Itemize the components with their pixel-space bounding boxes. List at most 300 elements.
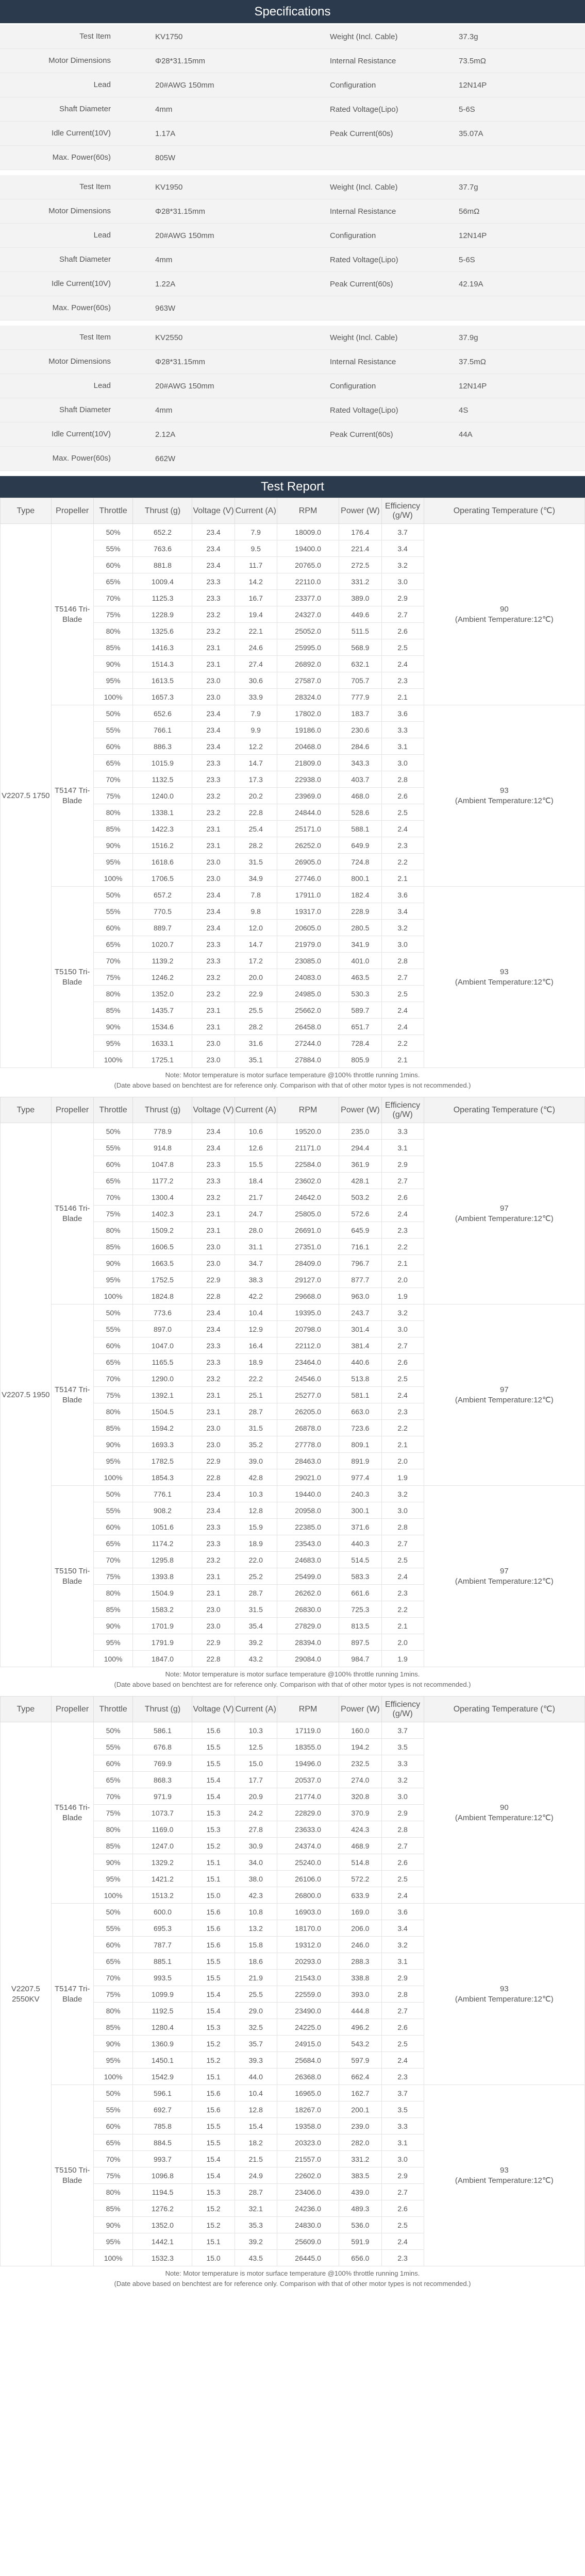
value-cell: 300.1 bbox=[339, 1502, 381, 1519]
value-cell: 652.2 bbox=[133, 524, 192, 540]
value-cell: 23.1 bbox=[192, 1222, 235, 1239]
value-cell: 17119.0 bbox=[277, 1722, 339, 1739]
header-rpm: RPM bbox=[277, 1097, 339, 1123]
value-cell: 27.4 bbox=[235, 656, 277, 672]
value-cell: 27884.0 bbox=[277, 1052, 339, 1068]
temperature-cell bbox=[424, 1304, 584, 1486]
header-power: Power (W) bbox=[339, 1697, 381, 1722]
value-cell: 1594.2 bbox=[133, 1420, 192, 1436]
spec-row bbox=[0, 175, 585, 199]
value-cell: 511.5 bbox=[339, 623, 381, 639]
value-cell: 22.2 bbox=[235, 1370, 277, 1387]
spec-row bbox=[0, 199, 585, 224]
value-cell: 28.7 bbox=[235, 1585, 277, 1601]
value-cell: 440.6 bbox=[339, 1354, 381, 1370]
value-cell: 294.4 bbox=[339, 1140, 381, 1156]
value-cell: 1295.8 bbox=[133, 1552, 192, 1568]
throttle-cell: 50% bbox=[93, 1123, 133, 1140]
value-cell: 27.8 bbox=[235, 1821, 277, 1838]
throttle-cell: 50% bbox=[93, 705, 133, 722]
value-cell: 3.7 bbox=[381, 1722, 424, 1739]
value-cell: 274.0 bbox=[339, 1772, 381, 1788]
header-throttle: Throttle bbox=[93, 1097, 133, 1123]
value-cell: 2.2 bbox=[381, 1601, 424, 1618]
value-cell: 1442.1 bbox=[133, 2233, 192, 2250]
value-cell: 22.9 bbox=[192, 1272, 235, 1288]
value-cell: 1020.7 bbox=[133, 936, 192, 953]
header-power: Power (W) bbox=[339, 498, 381, 524]
value-cell: 15.5 bbox=[192, 2134, 235, 2151]
value-cell: 15.3 bbox=[192, 2184, 235, 2200]
value-cell: 19400.0 bbox=[277, 540, 339, 557]
value-cell: 3.0 bbox=[381, 573, 424, 590]
value-cell: 23.4 bbox=[192, 1123, 235, 1140]
value-cell: 3.2 bbox=[381, 1486, 424, 1502]
propeller-name: T5146 Tri-Blade bbox=[51, 524, 93, 705]
value-cell: 12.8 bbox=[235, 1502, 277, 1519]
temperature-ambient: (Ambient Temperature:12℃) bbox=[455, 796, 554, 805]
value-cell: 770.5 bbox=[133, 903, 192, 920]
value-cell: 1352.0 bbox=[133, 986, 192, 1002]
throttle-cell: 55% bbox=[93, 1739, 133, 1755]
spec-label: Test Item bbox=[79, 32, 111, 41]
value-cell: 3.2 bbox=[381, 557, 424, 573]
header-power: Power (W) bbox=[339, 1097, 381, 1123]
throttle-cell: 85% bbox=[93, 1420, 133, 1436]
value-cell: 331.2 bbox=[339, 573, 381, 590]
spec-label: Lead bbox=[93, 80, 111, 89]
spec-label: Max. Power(60s) bbox=[52, 303, 111, 312]
value-cell: 1329.2 bbox=[133, 1854, 192, 1871]
value-cell: 514.5 bbox=[339, 1552, 381, 1568]
value-cell: 993.5 bbox=[133, 1970, 192, 1986]
value-cell: 20605.0 bbox=[277, 920, 339, 936]
value-cell: 23.1 bbox=[192, 1206, 235, 1222]
value-cell: 12.5 bbox=[235, 1739, 277, 1755]
value-cell: 20958.0 bbox=[277, 1502, 339, 1519]
value-cell: 530.3 bbox=[339, 986, 381, 1002]
value-cell: 39.0 bbox=[235, 1453, 277, 1469]
value-cell: 16965.0 bbox=[277, 2085, 339, 2102]
spec-value: 5-6S bbox=[459, 105, 475, 114]
value-cell: 2.7 bbox=[381, 969, 424, 986]
header-voltage: Voltage (V) bbox=[192, 498, 235, 524]
value-cell: 1047.0 bbox=[133, 1337, 192, 1354]
throttle-cell: 100% bbox=[93, 870, 133, 887]
spec-value: 662W bbox=[155, 454, 176, 463]
temperature-ambient: (Ambient Temperature:12℃) bbox=[455, 1994, 554, 2004]
value-cell: 21979.0 bbox=[277, 936, 339, 953]
temperature-value: 93 bbox=[500, 1984, 509, 1993]
value-cell: 3.6 bbox=[381, 705, 424, 722]
temperature-ambient: (Ambient Temperature:12℃) bbox=[455, 1813, 554, 1822]
report-note bbox=[0, 1667, 585, 1692]
value-cell: 2.3 bbox=[381, 1585, 424, 1601]
value-cell: 15.2 bbox=[192, 2036, 235, 2052]
value-cell: 23.1 bbox=[192, 1019, 235, 1035]
temperature-cell bbox=[424, 1722, 584, 1904]
value-cell: 2.1 bbox=[381, 689, 424, 705]
value-cell: 2.4 bbox=[381, 1568, 424, 1585]
value-cell: 24830.0 bbox=[277, 2217, 339, 2233]
value-cell: 30.9 bbox=[235, 1838, 277, 1854]
spec-label: Lead bbox=[93, 231, 111, 240]
header-thrust: Thrust (g) bbox=[133, 1697, 192, 1722]
value-cell: 23.1 bbox=[192, 1568, 235, 1585]
spec-label: Shaft Diameter bbox=[59, 405, 111, 414]
throttle-cell: 70% bbox=[93, 590, 133, 606]
value-cell: 26691.0 bbox=[277, 1222, 339, 1239]
propeller-name: T5150 Tri-Blade bbox=[51, 1486, 93, 1667]
value-cell: 2.5 bbox=[381, 1552, 424, 1568]
spec-block bbox=[0, 175, 585, 320]
value-cell: 23.0 bbox=[192, 689, 235, 705]
header-row bbox=[1, 1697, 585, 1722]
throttle-cell: 65% bbox=[93, 573, 133, 590]
value-cell: 3.1 bbox=[381, 738, 424, 755]
value-cell: 1421.2 bbox=[133, 1871, 192, 1887]
temperature-ambient: (Ambient Temperature:12℃) bbox=[455, 977, 554, 987]
value-cell: 1247.0 bbox=[133, 1838, 192, 1854]
value-cell: 2.6 bbox=[381, 788, 424, 804]
value-cell: 24844.0 bbox=[277, 804, 339, 821]
value-cell: 1791.9 bbox=[133, 1634, 192, 1651]
value-cell: 34.7 bbox=[235, 1255, 277, 1272]
value-cell: 23.1 bbox=[192, 656, 235, 672]
value-cell: 18170.0 bbox=[277, 1920, 339, 1937]
spec-value: 4S bbox=[459, 405, 469, 415]
throttle-cell: 85% bbox=[93, 1601, 133, 1618]
throttle-cell: 85% bbox=[93, 1838, 133, 1854]
throttle-cell: 90% bbox=[93, 656, 133, 672]
value-cell: 35.2 bbox=[235, 1436, 277, 1453]
value-cell: 23.3 bbox=[192, 573, 235, 590]
value-cell: 2.7 bbox=[381, 606, 424, 623]
value-cell: 183.7 bbox=[339, 705, 381, 722]
propeller-name: T5147 Tri-Blade bbox=[51, 1904, 93, 2085]
throttle-cell: 85% bbox=[93, 1239, 133, 1255]
value-cell: 26830.0 bbox=[277, 1601, 339, 1618]
value-cell: 31.6 bbox=[235, 1035, 277, 1052]
value-cell: 543.2 bbox=[339, 2036, 381, 2052]
value-cell: 1139.2 bbox=[133, 953, 192, 969]
value-cell: 15.4 bbox=[192, 2151, 235, 2167]
spec-label: Test Item bbox=[79, 182, 111, 191]
spec-row bbox=[0, 326, 585, 350]
throttle-cell: 60% bbox=[93, 1519, 133, 1535]
value-cell: 38.0 bbox=[235, 1871, 277, 1887]
value-cell: 908.2 bbox=[133, 1502, 192, 1519]
spec-row bbox=[0, 296, 585, 320]
value-cell: 29084.0 bbox=[277, 1651, 339, 1667]
value-cell: 22.9 bbox=[192, 1453, 235, 1469]
header-propeller: Propeller bbox=[51, 498, 93, 524]
table-row bbox=[1, 1486, 585, 1502]
value-cell: 15.1 bbox=[192, 1871, 235, 1887]
value-cell: 23.1 bbox=[192, 1585, 235, 1601]
spec-label: Shaft Diameter bbox=[59, 255, 111, 264]
value-cell: 1693.3 bbox=[133, 1436, 192, 1453]
value-cell: 11.7 bbox=[235, 557, 277, 573]
value-cell: 897.5 bbox=[339, 1634, 381, 1651]
value-cell: 984.7 bbox=[339, 1651, 381, 1667]
temperature-cell bbox=[424, 1486, 584, 1667]
value-cell: 21557.0 bbox=[277, 2151, 339, 2167]
value-cell: 19317.0 bbox=[277, 903, 339, 920]
value-cell: 23.3 bbox=[192, 936, 235, 953]
value-cell: 284.6 bbox=[339, 738, 381, 755]
value-cell: 7.9 bbox=[235, 524, 277, 540]
throttle-cell: 80% bbox=[93, 1222, 133, 1239]
spec-label: Rated Voltage(Lipo) bbox=[330, 405, 398, 415]
throttle-cell: 70% bbox=[93, 1788, 133, 1805]
value-cell: 2.4 bbox=[381, 1019, 424, 1035]
value-cell: 15.1 bbox=[192, 1854, 235, 1871]
spec-row bbox=[0, 374, 585, 398]
value-cell: 897.0 bbox=[133, 1321, 192, 1337]
value-cell: 18267.0 bbox=[277, 2102, 339, 2118]
throttle-cell: 80% bbox=[93, 2184, 133, 2200]
value-cell: 889.7 bbox=[133, 920, 192, 936]
spec-row bbox=[0, 224, 585, 248]
value-cell: 597.9 bbox=[339, 2052, 381, 2069]
value-cell: 23.3 bbox=[192, 1519, 235, 1535]
spec-label: Rated Voltage(Lipo) bbox=[330, 105, 398, 114]
value-cell: 162.7 bbox=[339, 2085, 381, 2102]
value-cell: 1.9 bbox=[381, 1288, 424, 1304]
value-cell: 2.1 bbox=[381, 1436, 424, 1453]
value-cell: 32.1 bbox=[235, 2200, 277, 2217]
value-cell: 2.2 bbox=[381, 1035, 424, 1052]
value-cell: 652.6 bbox=[133, 705, 192, 722]
spec-row bbox=[0, 122, 585, 146]
value-cell: 1847.0 bbox=[133, 1651, 192, 1667]
spec-value: 2.12A bbox=[155, 430, 176, 439]
value-cell: 15.0 bbox=[192, 2250, 235, 2266]
throttle-cell: 55% bbox=[93, 1920, 133, 1937]
throttle-cell: 95% bbox=[93, 1272, 133, 1288]
throttle-cell: 50% bbox=[93, 2085, 133, 2102]
propeller-name: T5150 Tri-Blade bbox=[51, 2085, 93, 2266]
value-cell: 288.3 bbox=[339, 1953, 381, 1970]
value-cell: 23.4 bbox=[192, 1140, 235, 1156]
value-cell: 503.2 bbox=[339, 1189, 381, 1206]
value-cell: 29.0 bbox=[235, 2003, 277, 2019]
value-cell: 581.1 bbox=[339, 1387, 381, 1403]
value-cell: 15.6 bbox=[192, 1920, 235, 1937]
value-cell: 3.6 bbox=[381, 1904, 424, 1920]
value-cell: 15.5 bbox=[192, 1739, 235, 1755]
value-cell: 1392.1 bbox=[133, 1387, 192, 1403]
value-cell: 25.4 bbox=[235, 821, 277, 837]
value-cell: 28.2 bbox=[235, 1019, 277, 1035]
throttle-cell: 85% bbox=[93, 639, 133, 656]
temperature-cell bbox=[424, 1904, 584, 2085]
value-cell: 728.4 bbox=[339, 1035, 381, 1052]
value-cell: 25171.0 bbox=[277, 821, 339, 837]
value-cell: 1393.8 bbox=[133, 1568, 192, 1585]
value-cell: 25.1 bbox=[235, 1387, 277, 1403]
value-cell: 773.6 bbox=[133, 1304, 192, 1321]
value-cell: 19440.0 bbox=[277, 1486, 339, 1502]
header-voltage: Voltage (V) bbox=[192, 1697, 235, 1722]
value-cell: 20537.0 bbox=[277, 1772, 339, 1788]
value-cell: 15.4 bbox=[192, 1772, 235, 1788]
value-cell: 449.6 bbox=[339, 606, 381, 623]
value-cell: 22559.0 bbox=[277, 1986, 339, 2003]
value-cell: 10.6 bbox=[235, 1123, 277, 1140]
spec-label: Idle Current(10V) bbox=[51, 430, 111, 438]
value-cell: 886.3 bbox=[133, 738, 192, 755]
value-cell: 26252.0 bbox=[277, 837, 339, 854]
value-cell: 572.2 bbox=[339, 1871, 381, 1887]
spec-label: Test Item bbox=[79, 333, 111, 342]
value-cell: 18355.0 bbox=[277, 1739, 339, 1755]
throttle-cell: 95% bbox=[93, 2052, 133, 2069]
value-cell: 22385.0 bbox=[277, 1519, 339, 1535]
value-cell: 21809.0 bbox=[277, 755, 339, 771]
value-cell: 3.1 bbox=[381, 1953, 424, 1970]
temperature-value: 93 bbox=[500, 967, 509, 976]
value-cell: 1073.7 bbox=[133, 1805, 192, 1821]
value-cell: 1240.0 bbox=[133, 788, 192, 804]
value-cell: 1422.3 bbox=[133, 821, 192, 837]
spec-label: Peak Current(60s) bbox=[330, 279, 393, 289]
spec-value: 4mm bbox=[155, 105, 173, 114]
value-cell: 1290.0 bbox=[133, 1370, 192, 1387]
value-cell: 15.4 bbox=[192, 2167, 235, 2184]
throttle-cell: 95% bbox=[93, 672, 133, 689]
value-cell: 29127.0 bbox=[277, 1272, 339, 1288]
value-cell: 221.4 bbox=[339, 540, 381, 557]
value-cell: 3.0 bbox=[381, 755, 424, 771]
value-cell: 15.2 bbox=[192, 2200, 235, 2217]
report-note-line: (Date above based on benchtest are for reference only. Comparison with that of other motor types is not recommended.) bbox=[114, 2280, 471, 2287]
value-cell: 3.3 bbox=[381, 2118, 424, 2134]
value-cell: 35.1 bbox=[235, 1052, 277, 1068]
report-note-line: Note: Motor temperature is motor surface temperature @100% throttle running 1mins. bbox=[165, 1670, 420, 1678]
value-cell: 15.6 bbox=[192, 2085, 235, 2102]
value-cell: 26106.0 bbox=[277, 1871, 339, 1887]
throttle-cell: 95% bbox=[93, 854, 133, 870]
value-cell: 25052.0 bbox=[277, 623, 339, 639]
value-cell: 651.7 bbox=[339, 1019, 381, 1035]
throttle-cell: 100% bbox=[93, 1052, 133, 1068]
value-cell: 19395.0 bbox=[277, 1304, 339, 1321]
value-cell: 3.3 bbox=[381, 1755, 424, 1772]
value-cell: 25.2 bbox=[235, 1568, 277, 1585]
throttle-cell: 60% bbox=[93, 920, 133, 936]
value-cell: 24.6 bbox=[235, 639, 277, 656]
throttle-cell: 70% bbox=[93, 1970, 133, 1986]
spec-value: 37.9g bbox=[459, 333, 478, 342]
value-cell: 33.9 bbox=[235, 689, 277, 705]
value-cell: 280.5 bbox=[339, 920, 381, 936]
value-cell: 34.0 bbox=[235, 1854, 277, 1871]
motor-type: V2207.5 2550KV bbox=[1, 1722, 52, 2266]
value-cell: 235.0 bbox=[339, 1123, 381, 1140]
value-cell: 2.2 bbox=[381, 1239, 424, 1255]
value-cell: 1352.0 bbox=[133, 2217, 192, 2233]
value-cell: 963.0 bbox=[339, 1288, 381, 1304]
value-cell: 21.9 bbox=[235, 1970, 277, 1986]
value-cell: 2.7 bbox=[381, 2184, 424, 2200]
header-efficiency: Efficiency (g/W) bbox=[381, 1097, 424, 1123]
value-cell: 2.5 bbox=[381, 986, 424, 1002]
value-cell: 2.8 bbox=[381, 1519, 424, 1535]
value-cell: 1504.9 bbox=[133, 1585, 192, 1601]
value-cell: 15.4 bbox=[192, 1986, 235, 2003]
throttle-cell: 100% bbox=[93, 2069, 133, 2085]
value-cell: 23.1 bbox=[192, 837, 235, 854]
throttle-cell: 60% bbox=[93, 738, 133, 755]
value-cell: 20765.0 bbox=[277, 557, 339, 573]
spec-label: Weight (Incl. Cable) bbox=[330, 182, 398, 192]
value-cell: 27351.0 bbox=[277, 1239, 339, 1255]
spec-label: Configuration bbox=[330, 80, 376, 90]
value-cell: 341.9 bbox=[339, 936, 381, 953]
value-cell: 2.9 bbox=[381, 1970, 424, 1986]
value-cell: 15.6 bbox=[192, 1904, 235, 1920]
spec-row bbox=[0, 73, 585, 97]
value-cell: 424.3 bbox=[339, 1821, 381, 1838]
value-cell: 28409.0 bbox=[277, 1255, 339, 1272]
value-cell: 23377.0 bbox=[277, 590, 339, 606]
throttle-cell: 100% bbox=[93, 1288, 133, 1304]
header-type: Type bbox=[1, 1697, 52, 1722]
value-cell: 2.0 bbox=[381, 1453, 424, 1469]
value-cell: 23.4 bbox=[192, 1321, 235, 1337]
value-cell: 725.3 bbox=[339, 1601, 381, 1618]
value-cell: 26368.0 bbox=[277, 2069, 339, 2085]
value-cell: 23.2 bbox=[192, 606, 235, 623]
throttle-cell: 100% bbox=[93, 2250, 133, 2266]
value-cell: 1613.5 bbox=[133, 672, 192, 689]
value-cell: 371.6 bbox=[339, 1519, 381, 1535]
value-cell: 12.9 bbox=[235, 1321, 277, 1337]
throttle-cell: 50% bbox=[93, 1722, 133, 1739]
value-cell: 583.3 bbox=[339, 1568, 381, 1585]
value-cell: 800.1 bbox=[339, 870, 381, 887]
value-cell: 23464.0 bbox=[277, 1354, 339, 1370]
value-cell: 22.9 bbox=[235, 986, 277, 1002]
value-cell: 568.9 bbox=[339, 639, 381, 656]
spec-value: 1.17A bbox=[155, 129, 176, 138]
value-cell: 15.3 bbox=[192, 2019, 235, 2036]
value-cell: 2.5 bbox=[381, 639, 424, 656]
value-cell: 1633.1 bbox=[133, 1035, 192, 1052]
value-cell: 23.3 bbox=[192, 1156, 235, 1173]
throttle-cell: 50% bbox=[93, 887, 133, 903]
value-cell: 3.2 bbox=[381, 1772, 424, 1788]
value-cell: 1542.9 bbox=[133, 2069, 192, 2085]
throttle-cell: 55% bbox=[93, 722, 133, 738]
value-cell: 2.4 bbox=[381, 2233, 424, 2250]
value-cell: 633.9 bbox=[339, 1887, 381, 1904]
value-cell: 600.0 bbox=[133, 1904, 192, 1920]
value-cell: 1096.8 bbox=[133, 2167, 192, 2184]
spec-label: Internal Resistance bbox=[330, 207, 396, 216]
value-cell: 10.3 bbox=[235, 1722, 277, 1739]
value-cell: 1125.3 bbox=[133, 590, 192, 606]
value-cell: 1824.8 bbox=[133, 1288, 192, 1304]
value-cell: 182.4 bbox=[339, 887, 381, 903]
value-cell: 383.5 bbox=[339, 2167, 381, 2184]
value-cell: 26205.0 bbox=[277, 1403, 339, 1420]
header-voltage: Voltage (V) bbox=[192, 1097, 235, 1123]
value-cell: 588.1 bbox=[339, 821, 381, 837]
value-cell: 778.9 bbox=[133, 1123, 192, 1140]
